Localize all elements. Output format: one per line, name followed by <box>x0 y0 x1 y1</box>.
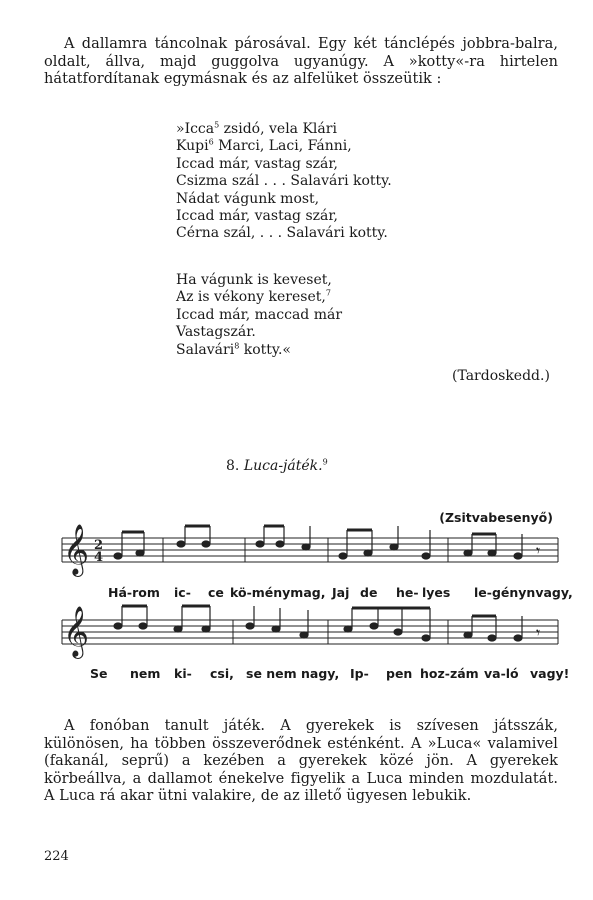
lyric-syllable: ki- <box>174 666 192 681</box>
lyric-syllable: csi, <box>210 666 234 681</box>
lyric-syllable: Ip- <box>350 666 369 681</box>
section-heading <box>226 458 426 474</box>
svg-text:𝄾: 𝄾 <box>536 541 541 560</box>
outro-paragraph: A fonóban tanult játék. A gyerekek is szívesen játsszák, különösen, ha többen összeverődnek esténként. A »Luca« valamivel (fakanál, seprű) a kezében a gyerekek közé jön. A gyerekek körbeállva, a dallamot énekelve figyelik a Luca minden mozdulatát. A Luca rá akar ütni valakire, de az illető ügyesen lebukik. <box>44 718 558 805</box>
lyric-syllable: he- <box>396 585 419 600</box>
treble-clef-icon: 𝄞 <box>63 524 90 575</box>
svg-text:4: 4 <box>94 550 104 565</box>
lyric-syllable: lyes <box>422 585 451 600</box>
footnote-ref: 8 <box>234 340 240 350</box>
lyric-syllable: nem <box>130 666 161 681</box>
lyric-syllable: Se <box>90 666 108 681</box>
section-title: Luca-játék. <box>243 458 323 474</box>
lyric-syllable: Jaj <box>332 585 350 600</box>
lyric-syllable: Há-rom <box>108 585 160 600</box>
lyric-syllable: pen <box>386 666 413 681</box>
poem-line: Ha vágunk is keveset, <box>176 272 332 288</box>
poem-line: Salavári$^8$ kotty.« <box>176 340 291 358</box>
poem-line: Cérna szál, . . . Salavári kotty. <box>176 225 388 242</box>
lyric-syllable: le-génynvagy, <box>474 585 573 600</box>
footnote-ref: 9 <box>322 457 328 467</box>
page-number: 224 <box>44 849 69 864</box>
lyric-syllable: ic- <box>174 585 191 600</box>
lyric-syllable: se nem nagy, <box>246 666 340 681</box>
poem-line: »Icca$^5$ zsidó, vela Klári <box>176 120 337 137</box>
poem-stanza-1 <box>176 121 392 243</box>
footnote-ref: 5 <box>214 120 220 130</box>
poem-line: Az is vékony kereset,$^7$ <box>176 288 331 306</box>
section-number: 8. <box>226 458 240 474</box>
poem-line: Csizma szál . . . Salavári kotty. <box>176 173 392 190</box>
svg-text:2: 2 <box>94 538 104 553</box>
location-note: (Tardoskedd.) <box>452 368 550 384</box>
lyric-syllable: de <box>360 585 378 600</box>
lyric-syllable: hoz-zám <box>420 666 479 681</box>
lyric-syllable: kö-ménymag, <box>230 585 326 600</box>
poem-line: Nádat vágunk most, <box>176 190 320 207</box>
svg-text:𝄾: 𝄾 <box>536 623 541 642</box>
poem-line: Iccad már, vastag szár, <box>176 208 338 225</box>
treble-clef-icon: 𝄞 <box>63 606 90 657</box>
poem-stanza-2 <box>176 272 342 359</box>
poem-line: Vastagszár. <box>176 324 256 341</box>
poem-line: Kupi$^6$ Marci, Laci, Fánni, <box>176 137 352 155</box>
footnote-ref: 6 <box>208 137 214 147</box>
intro-paragraph: A dallamra táncolnak párosával. Egy két tánclépés jobbra-balra, oldalt, állva, majd guggolva ugyanúgy. A »kotty«-ra hirtelen hátatfordítanak egymásnak és az alfelüket összeütik : <box>44 36 558 87</box>
lyric-syllable: vagy! <box>530 666 570 681</box>
music-staff-1 <box>58 512 560 582</box>
poem-line: Iccad már, maccad már <box>176 306 343 323</box>
footnote-ref: 7 <box>325 288 331 298</box>
lyric-syllable: va-ló <box>484 666 519 681</box>
source-village: (Zsitvabesenyő) <box>439 510 553 525</box>
music-staff-2 <box>58 594 560 664</box>
lyric-syllable: ce <box>208 585 224 600</box>
poem-line: Iccad már, vastag szár, <box>176 155 338 172</box>
